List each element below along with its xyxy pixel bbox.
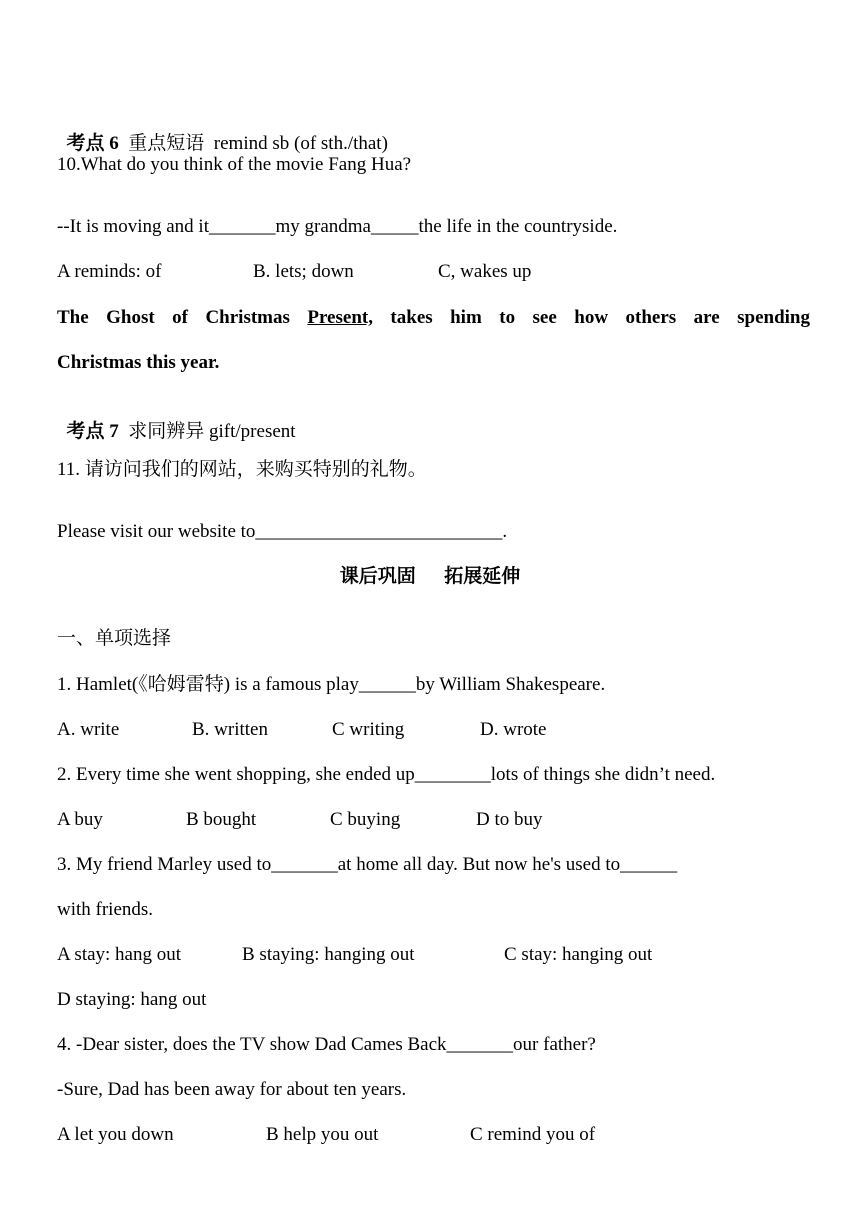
ghost-sentence-line1 <box>57 306 810 330</box>
kaodian7-heading <box>57 396 296 442</box>
ghost-after: takes him to see how others are spending <box>372 307 810 328</box>
ghost-sentence-line2: Christmas this year. <box>57 352 220 373</box>
kaodian6-heading <box>57 108 388 154</box>
p3-option-a: A stay: hang out <box>57 944 182 965</box>
p1-option-d: D. wrote <box>480 719 547 740</box>
p2-option-b: B bought <box>186 809 257 830</box>
part1-heading: 一、单项选择 <box>57 628 172 649</box>
kaodian7-label: 考点 7 <box>66 421 119 442</box>
kaodian7-title: 求同辨异 gift/present <box>128 421 296 442</box>
p4-answer-line: -Sure, Dad has been away for about ten years. <box>57 1079 407 1100</box>
ghost-underlined: Present, <box>307 307 373 328</box>
kaodian6-phrase: remind sb (of sth./that) <box>213 133 388 154</box>
p2-question: 2. Every time she went shopping, she ended up________lots of things she didn’t need. <box>57 764 716 785</box>
q11-english: Please visit our website to__________________________. <box>57 521 508 542</box>
p3-question-line2: with friends. <box>57 899 154 920</box>
p4-option-a: A let you down <box>57 1124 174 1145</box>
p1-option-b: B. written <box>192 719 268 740</box>
q11-chinese: 11. 请访问我们的网站，来购买特别的礼物。 <box>57 459 427 480</box>
q10-answer-line: --It is moving and it_______my grandma_____the life in the countryside. <box>57 216 618 237</box>
p3-option-d: D staying: hang out <box>57 989 207 1010</box>
ghost-before: The Ghost of Christmas <box>57 307 308 328</box>
section-title: 课后巩固 拓展延伸 <box>339 566 521 587</box>
p4-question: 4. -Dear sister, does the TV show Dad Cames Back_______our father? <box>57 1034 596 1055</box>
q10-option-c: C, wakes up <box>438 261 532 282</box>
p3-option-b: B staying: hanging out <box>242 944 415 965</box>
kaodian6-label: 考点 6 <box>66 133 119 154</box>
p2-option-c: C buying <box>330 809 401 830</box>
p2-option-d: D to buy <box>476 809 543 830</box>
kaodian6-title: 重点短语 <box>128 133 205 154</box>
q10-question: 10.What do you think of the movie Fang Hua? <box>57 154 412 175</box>
p3-option-c: C stay: hanging out <box>504 944 653 965</box>
p4-option-b: B help you out <box>266 1124 379 1145</box>
p1-option-c: C writing <box>332 719 405 740</box>
p4-option-c: C remind you of <box>470 1124 596 1145</box>
q10-option-a: A reminds: of <box>57 261 162 282</box>
q10-option-b: B. lets; down <box>253 261 354 282</box>
p3-question: 3. My friend Marley used to_______at home all day. But now he's used to______ <box>57 854 678 875</box>
p2-option-a: A buy <box>57 809 103 830</box>
p1-question: 1. Hamlet(《哈姆雷特) is a famous play______by William Shakespeare. <box>57 674 606 695</box>
p1-option-a: A. write <box>57 719 120 740</box>
